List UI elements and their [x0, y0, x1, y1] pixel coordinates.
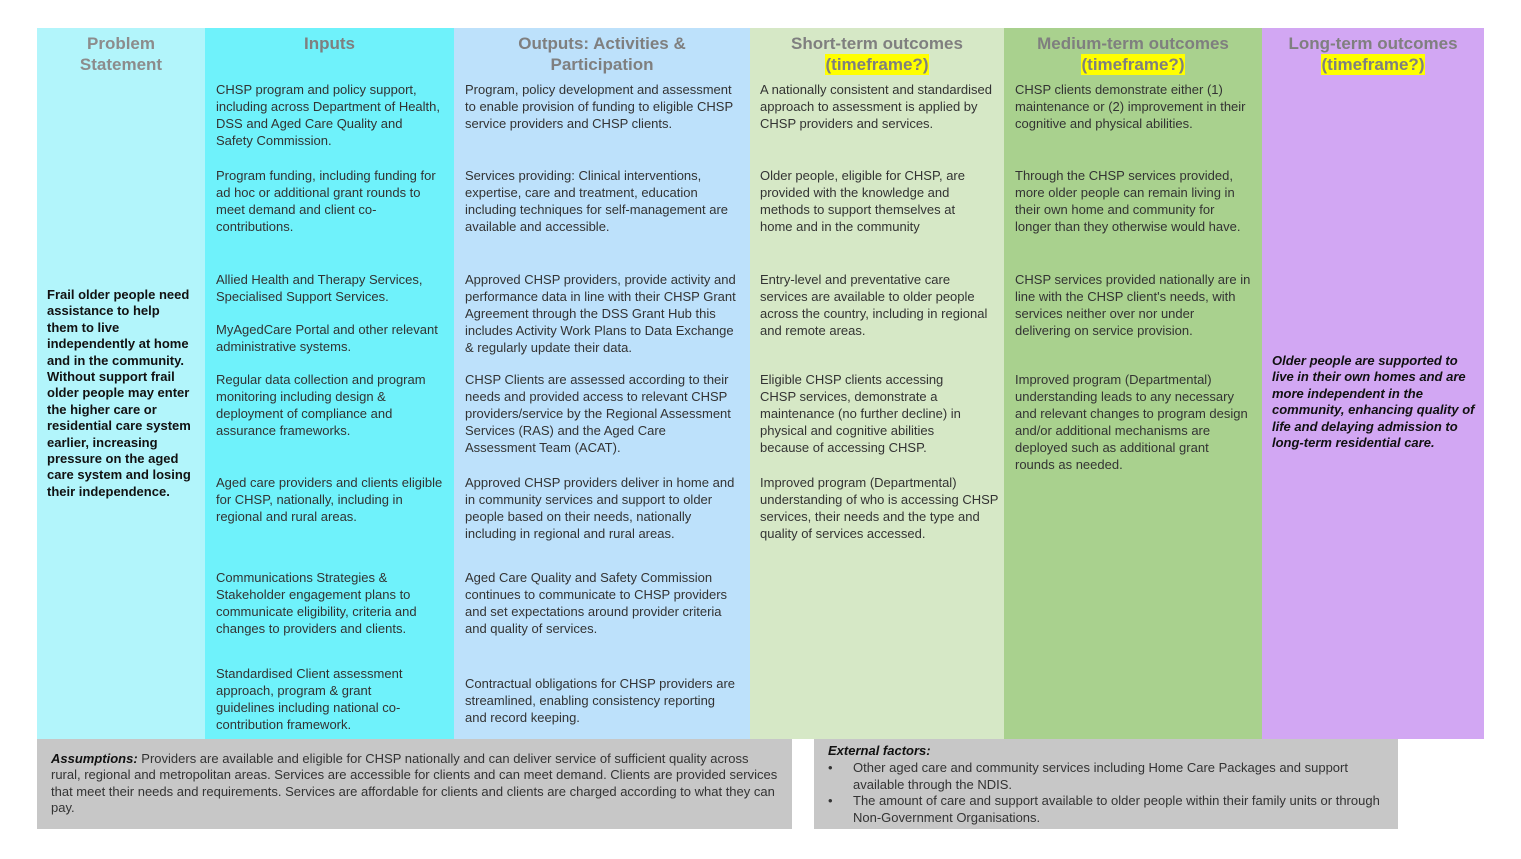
column-title-text: Long-term outcomes	[1288, 34, 1458, 53]
medium-term-item: Improved program (Departmental) understanding leads to any necessary and relevant changes to program design and/or additional mechanisms are deployed such as additional grant rounds as needed.	[1015, 372, 1248, 472]
bullet-icon: •	[828, 760, 833, 776]
bullet-icon: •	[828, 793, 833, 809]
list-item	[828, 793, 1384, 826]
column-title-text: Medium-term outcomes	[1037, 34, 1229, 53]
short-term-item: Eligible CHSP clients accessing CHSP services, demonstrate a maintenance (no further decline) in physical and cognitive abilities because of accessing CHSP.	[760, 372, 961, 455]
input-item: Regular data collection and program monitoring including design & deployment of compliance and assurance frameworks.	[216, 372, 426, 438]
column-title	[750, 33, 1004, 75]
output-item: Aged Care Quality and Safety Commission continues to communicate to CHSP providers and set expectations around provider criteria and quality of services.	[465, 570, 728, 636]
column-outputs	[454, 28, 750, 739]
input-item: CHSP program and policy support, including across Department of Health, DSS and Aged Care Quality and Safety Commission.	[216, 82, 441, 148]
column-title: Outputs: Activities & Participation	[518, 34, 686, 74]
column-short-term-outcomes	[750, 28, 1004, 739]
output-item: Contractual obligations for CHSP providers are streamlined, enabling consistency reporting and record keeping.	[465, 676, 736, 725]
input-item: Allied Health and Therapy Services, Specialised Support Services.	[216, 272, 423, 304]
output-item: Services providing: Clinical interventions, expertise, care and treatment, education including techniques for self-management are available and accessible.	[465, 168, 729, 234]
output-item: Approved CHSP providers, provide activity and performance data in line with their CHSP Grant Agreement through the DSS Grant Hub this includes Activity Work Plans to Data Exchange & regularly update their data.	[465, 272, 736, 355]
short-term-item: A nationally consistent and standardised approach to assessment is applied by CHSP providers and services.	[760, 82, 992, 131]
input-item: MyAgedCare Portal and other relevant administrative systems.	[216, 322, 438, 354]
long-term-outcome-text: Older people are supported to live in their own homes and are more independent in the community, enhancing quality of life and delaying admission to long-term residential care.	[1272, 353, 1475, 451]
input-item: Program funding, including funding for ad hoc or additional grant rounds to meet demand and client co-contributions.	[216, 168, 436, 234]
column-title-text: Short-term outcomes	[791, 34, 963, 53]
external-factors-label: External factors:	[828, 743, 931, 758]
output-item: Program, policy development and assessment to enable provision of funding to eligible CHSP service providers and CHSP clients.	[465, 82, 733, 131]
column-inputs	[205, 28, 454, 739]
input-item: Communications Strategies & Stakeholder engagement plans to communicate eligibility, criteria and changes to providers and clients.	[216, 570, 417, 636]
external-factors-box	[814, 739, 1398, 829]
output-item: Approved CHSP providers deliver in home and in community services and support to older people based on their needs, nationally including in regional and rural areas.	[465, 475, 735, 541]
output-item: CHSP Clients are assessed according to their needs and provided access to relevant CHSP providers/service by the Regional Assessment Services (RAS) and the Aged Care Assessment Team (ACAT).	[465, 372, 731, 455]
column-title: Problem Statement	[79, 34, 163, 74]
problem-statement-text: Frail older people need assistance to help them to live independently at home and in the community. Without support frail older people may enter the higher care or residential care system earlier, increasing pressure on the aged care system and losing their independence.	[47, 287, 191, 499]
column-title	[1262, 33, 1484, 75]
medium-term-item: CHSP services provided nationally are in line with the CHSP client's needs, with services neither over nor under delivering on service provision.	[1015, 272, 1251, 338]
input-item: Standardised Client assessment approach, program & grant guidelines including national co-contribution framework.	[216, 666, 403, 732]
external-factors-list	[828, 760, 1384, 826]
list-item	[828, 760, 1384, 793]
column-problem-statement	[37, 28, 205, 739]
external-factor-text: Other aged care and community services including Home Care Packages and support available through the NDIS.	[853, 760, 1348, 792]
column-long-term-outcomes	[1262, 28, 1484, 739]
timeframe-highlight: (timeframe?)	[1321, 55, 1425, 74]
timeframe-highlight: (timeframe?)	[1081, 55, 1185, 74]
column-medium-term-outcomes	[1004, 28, 1262, 739]
external-factor-text: The amount of care and support available to older people within their family units or through Non-Government Organisations.	[853, 793, 1380, 825]
short-term-item: Older people, eligible for CHSP, are provided with the knowledge and methods to support themselves at home and in the community	[760, 168, 965, 234]
timeframe-highlight: (timeframe?)	[825, 55, 929, 74]
assumptions-box	[37, 739, 792, 829]
short-term-item: Entry-level and preventative care services are available to older people across the country, including in regional and remote areas.	[760, 272, 988, 338]
medium-term-item: Through the CHSP services provided, more older people can remain living in their own home and community for longer than they otherwise would have.	[1015, 168, 1241, 234]
short-term-item: Improved program (Departmental) understanding of who is accessing CHSP services, their needs and the type and quality of services accessed.	[760, 475, 999, 541]
assumptions-label: Assumptions:	[51, 751, 138, 766]
column-title	[1004, 33, 1262, 75]
column-title: Inputs	[304, 34, 355, 53]
assumptions-text: Providers are available and eligible for CHSP nationally and can deliver service of sufficient quality across rural, regional and metropolitan areas. Services are accessible for clients and can meet demand. Clients are provided services that meet their needs and requirements. Services are affordable for clients and clients are charged according to what they can pay.	[51, 751, 778, 816]
medium-term-item: CHSP clients demonstrate either (1) maintenance or (2) improvement in their cognitive and physical abilities.	[1015, 82, 1246, 131]
input-item: Aged care providers and clients eligible for CHSP, nationally, including in regional and rural areas.	[216, 475, 443, 524]
